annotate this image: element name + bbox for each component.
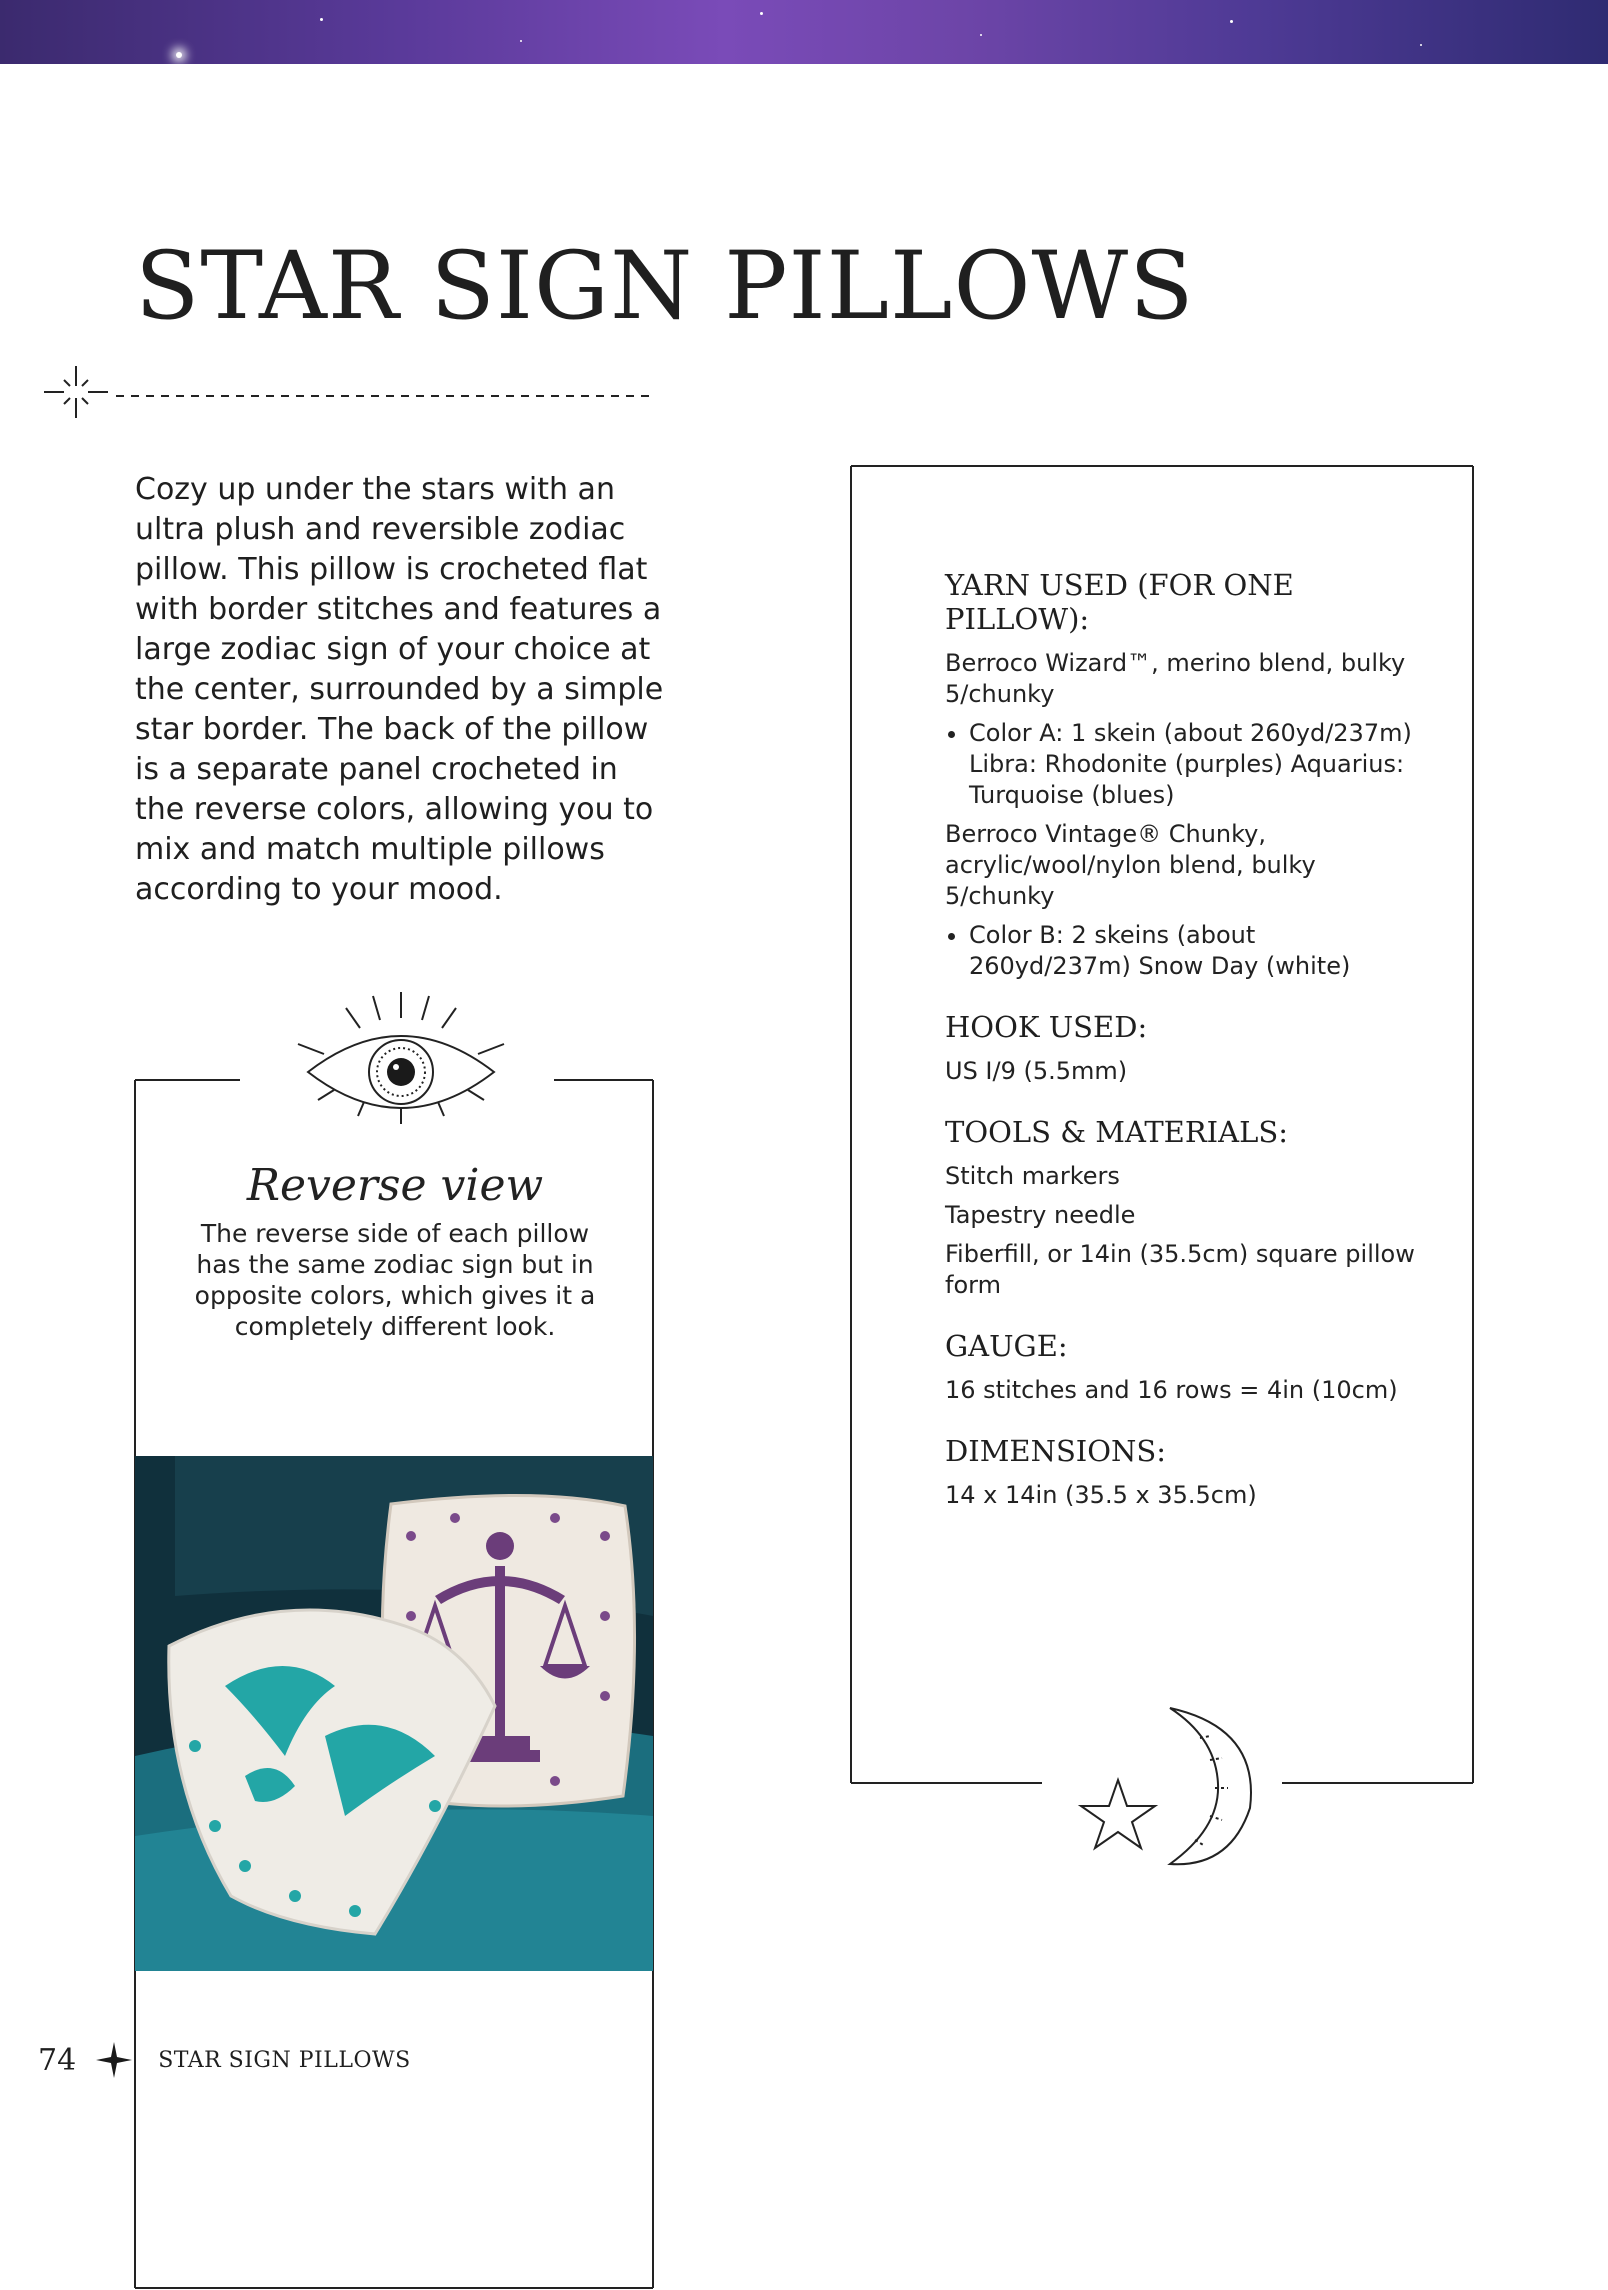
yarn2-description: Berroco Vintage® Chunky, acrylic/wool/nylon blend, bulky 5/chunky (945, 820, 1316, 910)
tools-heading: TOOLS & MATERIALS: (945, 1115, 1288, 1149)
list-item: • Color B: 2 skeins (about 260yd/237m) Snow Day (white) (969, 920, 1415, 982)
hook-value: US I/9 (5.5mm) (945, 1057, 1128, 1085)
gauge-heading: GAUGE: (945, 1329, 1068, 1363)
reverse-view-text: The reverse side of each pillow has the same zodiac sign but in opposite colors, which gives it a completely different look. (194, 1219, 596, 1341)
star-icon (96, 2042, 132, 2078)
dimensions-section (945, 1434, 1415, 1511)
star-dot (320, 18, 323, 21)
yarn1-description: Berroco Wizard™, merino blend, bulky 5/chunky (945, 649, 1406, 708)
star-dot (1230, 20, 1233, 23)
star-dot (760, 12, 763, 15)
pillows-illustration (135, 1456, 653, 1971)
gauge-section (945, 1329, 1415, 1406)
page-title: STAR SIGN PILLOWS (135, 232, 1195, 341)
list-item: Stitch markers (945, 1162, 1120, 1190)
list-item: Tapestry needle (945, 1201, 1136, 1229)
crescent-moon-icon (1170, 1708, 1251, 1864)
sparkle-icon (44, 366, 108, 418)
list-item: • Color A: 1 skein (about 260yd/237m) Libra: Rhodonite (purples) Aquarius: Turquoise (blues) (969, 718, 1415, 811)
star-moon-decoration (1060, 1688, 1260, 1868)
star-dot (980, 34, 982, 36)
dimensions-value: 14 x 14in (35.5 x 35.5cm) (945, 1481, 1257, 1509)
evil-eye-icon (288, 990, 514, 1130)
gauge-value: 16 stitches and 16 rows = 4in (10cm) (945, 1376, 1398, 1404)
yarn-heading: YARN USED (FOR ONE PILLOW): (945, 568, 1294, 636)
sparkle-icon (176, 52, 182, 58)
top-galaxy-band (0, 0, 1608, 64)
yarn1-list (945, 718, 1415, 811)
reverse-view-heading: Reverse view (246, 1160, 544, 1211)
star-icon (1081, 1780, 1155, 1848)
page-number: 74 (38, 2042, 77, 2078)
star-dot (1420, 44, 1422, 46)
yarn2-list (945, 920, 1415, 982)
tools-section (945, 1115, 1415, 1301)
materials-list (945, 568, 1415, 1539)
footer-section-title: STAR SIGN PILLOWS (158, 2047, 411, 2073)
page-footer (38, 2040, 411, 2080)
pillows-photo (135, 1456, 653, 1971)
title-divider (38, 362, 658, 422)
star-dot (520, 40, 522, 42)
list-item: Fiberfill, or 14in (35.5cm) square pillow form (945, 1240, 1415, 1299)
hook-section (945, 1010, 1415, 1087)
intro-paragraph: Cozy up under the stars with an ultra plush and reversible zodiac pillow. This pillow is crocheted flat with border stitches and features a large zodiac sign of your choice at the center, surrounded by a simple star border. The back of the pillow is a separate panel crocheted in the reverse colors, allowing you to mix and match multiple pillows according to your mood. (135, 472, 664, 907)
dimensions-heading: DIMENSIONS: (945, 1434, 1167, 1468)
hook-heading: HOOK USED: (945, 1010, 1148, 1044)
yarn-section (945, 568, 1415, 982)
